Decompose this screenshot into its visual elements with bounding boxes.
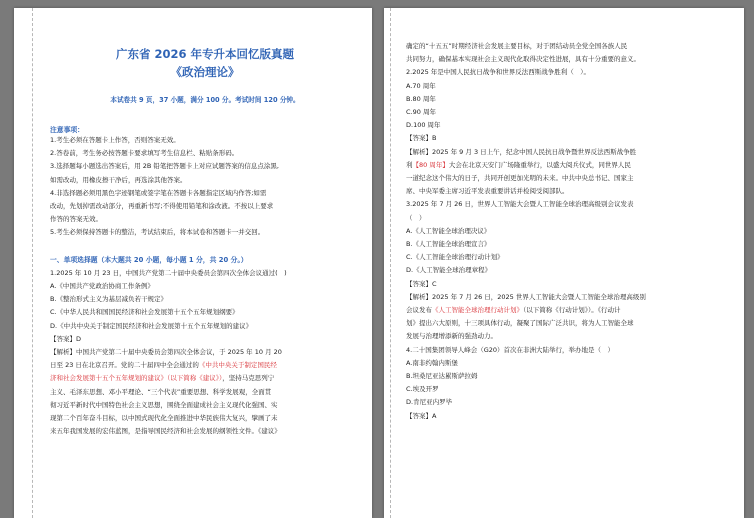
question-stem: 3.2025 年 7 月 26 日，世界人工智能大会暨人工智能全球治理高级别会议发表 [406,200,634,209]
option-d: D.《中共中央关于制定国民经济和社会发展第十五个五年规划的建议》 [50,321,253,330]
answer: 【答案】C [406,279,437,288]
binding-margin-line [32,8,33,518]
notice-line: 3.选择题每小题选出答案后，用 2B 铅笔把答题卡上对应试题答案的信息点涂黑, [50,162,279,171]
document-title: 广东省 2026 年专升本回忆版真题 [115,47,294,61]
highlight-text: 济和社会发展第十五个五年规划的建议》（以下简称《建议》） [50,374,223,383]
highlight-text: 《中共中央关于制定国民经 [198,361,277,370]
analysis-line: 来五年我国发展的宏伟蓝图，是指导国民经济和社会发展的纲领性文件。《建议》 [50,427,281,436]
notice-line: 4.非选择题必须用黑色字迹钢笔或签字笔在答题卡各题指定区域内作答;如需 [50,188,267,197]
notice-line: 5.考生必须保持答题卡的整洁，考试结束后，将本试卷和答题卡一并交回。 [50,228,265,237]
analysis-line [50,359,360,372]
analysis-line: 【解析】2025 年 7 月 26 日，2025 世界人工智能大会暨人工智能全球治理高级别 [406,292,646,301]
option-d: D.肯尼亚内罗毕 [406,398,453,407]
analysis-text: （以下简称《行动计划》）。《行动计 [523,306,621,315]
notice-line: 作答的答案无效。 [50,215,102,224]
analysis-text: ，坚持马克思列宁 [222,374,275,383]
analysis-text: 会议发布 [406,306,432,315]
analysis-line [50,372,360,385]
highlight-text: 【80 周年】 [412,160,449,169]
option-c: C.《人工智能全球治理行动计划》 [406,253,504,262]
analysis-text: 利 [406,160,413,169]
option-a: A.《人工智能全球治理决议》 [406,226,491,235]
analysis-line: 现第二个百年奋斗目标，以中国式现代化全面推进中华民族伟大复兴，擘画了未 [50,414,278,423]
notice-list [50,134,360,240]
analysis-line: 发展与治理增添新的强劲动力。 [406,332,497,341]
option-a: A.《中国共产党政治协商工作条例》 [50,282,154,291]
notice-title: 注意事项： [50,126,84,134]
analysis-text: 大会在北京天安门广场隆重举行，以盛大阅兵仪式，同世界人民 [448,160,631,169]
question-4 [406,344,724,423]
analysis-line: 【解析】2025 年 9 月 3 日上午，纪念中国人民抗日战争暨世界反法西斯战争胜 [406,147,637,156]
analysis-line: 【解析】中国共产党第二十届中央委员会第四次全体会议，于 2025 年 10 月 20 [50,348,282,357]
page-content [50,8,360,518]
answer: 【答案】A [406,411,437,420]
option-b: B.《整治形式主义为基层减负若干规定》 [50,295,168,304]
exam-info: 本试卷共 9 页，37 小题，满分 100 分。考试时间 120 分钟。 [110,96,300,104]
analysis-text: 日至 23 日在北京召开。党的二十届四中全会通过的 [50,361,199,370]
page-content [406,8,724,518]
answer: 【答案】B [406,134,437,143]
question-2 [406,66,724,198]
option-a: A.南非约翰内斯堡 [406,358,458,367]
analysis-line: 共同努力，确保基本实现社会主义现代化取得决定性进展，具有十分重要的意义。 [406,55,640,64]
option-b: B.80 周年 [406,94,436,103]
notice-line: 改动，先划掉需改动部分，再重新书写;不得使用铅笔和涂改液。不按以上要求 [50,202,274,211]
analysis-line: 划》提出六大原则，十三项具体行动，凝聚了国际广泛共识，将为人工智能全球 [406,319,634,328]
document-subtitle: 《政治理论》 [170,65,240,79]
question-stem: 2.2025 年是中国人民抗日战争和世界反法西斯战争胜利（ ）。 [406,68,591,77]
option-b: B.坦桑尼亚达累斯萨拉姆 [406,372,478,381]
analysis-line: 确定的“十五五”时期经济社会发展主要目标，对于团结动员全党全国各族人民 [406,42,628,50]
option-c: C.《中华人民共和国国民经济和社会发展第十五个五年规划纲要》 [50,308,239,317]
answer: 【答案】D [50,334,82,343]
option-c: C.90 周年 [406,108,436,117]
question-stem: 1.2025 年 10 月 23 日，中国共产党第二十届中央委员会第四次全体会议通过( ) [50,268,287,277]
notice-line: 1.考生必须在答题卡上作答，否则答案无效。 [50,136,180,144]
highlight-text: 《人工智能全球治理行动计划》 [432,306,523,315]
option-b: B.《人工智能全球治理宣言》 [406,240,491,249]
option-d: D.《人工智能全球治理章程》 [406,266,492,275]
question-3 [406,198,724,343]
analysis-line [406,304,724,317]
question-stem: 4.二十国集团领导人峰会（G20）首次在非洲大陆举行，举办地是（ ） [406,345,615,354]
notice-line: 如需改动，用橡皮擦干净后，再选涂其他答案。 [50,175,187,184]
option-c: C.埃及开罗 [406,385,439,394]
document-page-left [14,8,372,518]
analysis-line: 席、中央军委主席习近平发表重要讲话并检阅受阅部队。 [406,187,569,196]
option-a: A.70 周年 [406,81,436,90]
analysis-line [406,159,724,172]
question-1 [50,267,360,439]
analysis-line: 彻习近平新时代中国特色社会主义思想，围绕全面建成社会主义现代化强国、实 [50,400,278,409]
option-d: D.100 周年 [406,121,441,130]
section-title: 一、单项选择题（本大题共 20 小题，每小题 1 分，共 20 分。） [50,255,248,264]
analysis-line: 主义、毛泽东思想、邓小平理论、“三个代表”重要思想、科学发展观，全面贯 [50,387,272,396]
question-stem: （ ） [406,213,426,222]
binding-margin-line [390,8,391,518]
analysis-line: 一道纪念这个伟大的日子，共同开创更加光明的未来。中共中央总书记、国家主 [406,174,634,183]
notice-line: 2.答卷前，考生务必按答题卡要求填写考生信息栏、粘贴条形码。 [50,149,239,158]
document-page-right [384,8,744,518]
